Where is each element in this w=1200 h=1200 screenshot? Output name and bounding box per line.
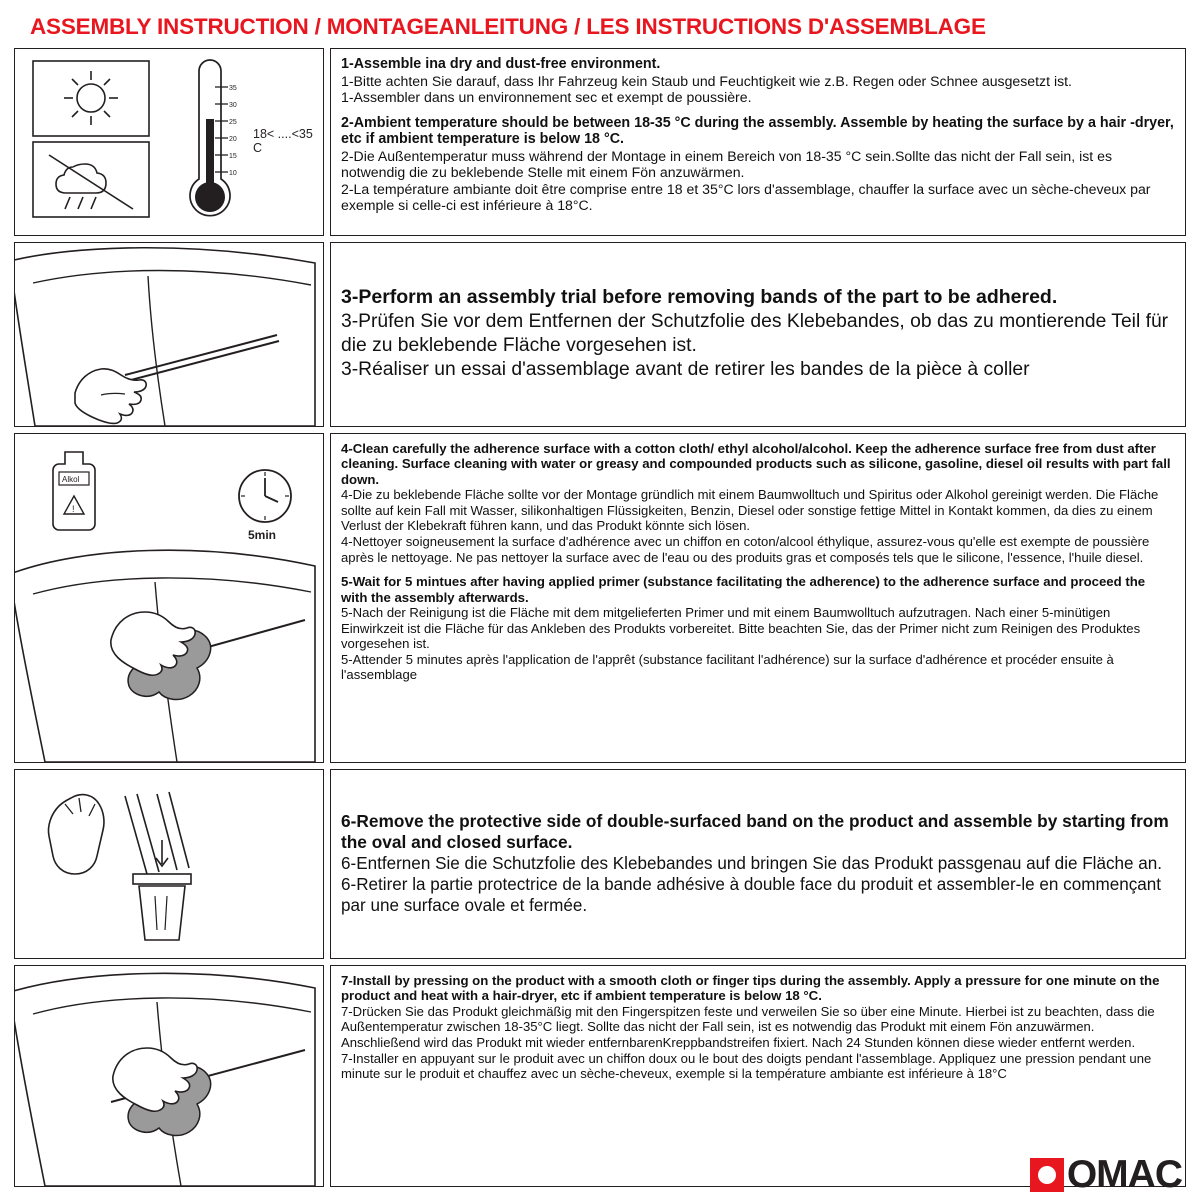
step7-illustration-svg [15, 966, 323, 1186]
svg-text:35: 35 [229, 85, 237, 92]
illustration-step1 [14, 48, 324, 236]
illustration-step3 [14, 242, 324, 427]
svg-text:20: 20 [229, 136, 237, 143]
table-row [14, 433, 1186, 763]
step5-en: 5-Wait for 5 mintues after having applied primer (substance facilitating the adherence) to the adherence surface and proceed the with the assembly afterwards. [341, 574, 1146, 605]
step1-fr: 1-Assembler dans un environnement sec et exempt de poussière. [341, 89, 752, 106]
step-text-1-2 [330, 48, 1186, 236]
step-text-6 [330, 769, 1186, 959]
step6-fr: 6-Retirer la partie protectrice de la bande adhésive à double face du produit et assembler-le en commençant par une surface ovale et fermée. [341, 875, 1162, 916]
step3-illustration-svg [15, 243, 323, 426]
step7-fr: 7-Installer en appuyant sur le produit avec un chiffon doux ou le bout des doigts pendant l'assemblage. Appliquez une pression pendant une minute sur le produit et chauffez avec un sèche-cheveux, exemple si la température ambiante est inférieure à 18°C [341, 1050, 1152, 1082]
temperature-range-label: 18< ....<35 C [253, 127, 313, 155]
svg-text:10: 10 [229, 170, 237, 177]
step1-en: 1-Assemble ina dry and dust-free environment. [341, 56, 661, 72]
table-row [14, 965, 1186, 1187]
step-text-7 [330, 965, 1186, 1187]
clock-label: 5min [248, 528, 277, 542]
svg-text:30: 30 [229, 102, 237, 109]
illustration-step6 [14, 769, 324, 959]
bottle-label: Alkol [62, 475, 80, 484]
step4-en: 4-Clean carefully the adherence surface with a cotton cloth/ ethyl alcohol/alcohol. Keep the adherence surface free from dust after cleaning. Surface cleaning with water or greasy and compounded products such as silicone, gasoline, diesel oil results with part fall down. [341, 441, 1171, 487]
step4-fr: 4-Nettoyer soigneusement la surface d'adhérence avec un chiffon en coton/alcool éthylique, assurez-vous qu'elle est exempte de poussière après le nettoyage. Ne pas nettoyer la surface avec de l'eau ou des produits gras et composés tels que le silicone, l'essence, l'huile diesel. [341, 534, 1150, 565]
step4-illustration-svg [15, 434, 323, 762]
step3-en: 3-Perform an assembly trial before removing bands of the part to be adhered. [341, 286, 1058, 309]
step1-de: 1-Bitte achten Sie darauf, dass Ihr Fahrzeug kein Staub und Feuchtigkeit wie z.B. Regen oder Schnee ausgesetzt ist. [341, 72, 1072, 89]
svg-text:15: 15 [229, 153, 237, 160]
step4-de: 4-Die zu beklebende Fläche sollte vor der Montage gründlich mit einem Baumwolltuch und Spiritus oder Alkohol gereinigt werden. Die Fläche sollte auf kein Fall mit Wasser, silikonhaltigen Flüssigkeiten, Benzin, Diesel oder sonstige fettige Mittel in Kontakt kommen, da dies zu einem Verlust der Klebekraft führen kann, und das Produkt könnte sich lösen. [341, 487, 1159, 534]
step6-en: 6-Remove the protective side of double-surfaced band on the product and assemble by starting from the oval and closed surface. [341, 811, 1169, 853]
step5-fr: 5-Attender 5 minutes après l'application de l'apprêt (substance facilitant l'adhérence) sur la surface d'adhérence et procéder ensuite à l'assemblage [341, 651, 1114, 683]
step6-de: 6-Entfernen Sie die Schutzfolie des Klebebandes und bringen Sie das Produkt passgenau auf die Fläche an. [341, 853, 1163, 873]
table-row [14, 48, 1186, 236]
step3-fr: 3-Réaliser un essai d'assemblage avant de retirer les bandes de la pièce à coller [341, 359, 1030, 381]
svg-text:25: 25 [229, 119, 237, 126]
step2-de: 2-Die Außentemperatur muss während der Montage in einem Bereich von 18-35 °C sein.Sollte das nicht der Fall sein, ist es notwendig die zu beklebende Stelle mit einem Fön anzuwärmen. [341, 147, 1112, 181]
table-row [14, 769, 1186, 959]
brand-name: OMAC [1066, 1153, 1182, 1196]
step-text-3 [330, 242, 1186, 427]
omac-mark-icon [1030, 1158, 1064, 1192]
illustration-step4 [14, 433, 324, 763]
step2-fr: 2-La température ambiante doit être comprise entre 18 et 35°C lors d'assemblage, chauffer la surface avec un sèche-cheveux par exemple si celle-ci est inférieure à 18°C. [341, 180, 1151, 214]
brand-logo [1030, 1153, 1182, 1196]
page-title: ASSEMBLY INSTRUCTION / MONTAGEANLEITUNG / LES INSTRUCTIONS D'ASSEMBLAGE [30, 14, 986, 39]
table-row [14, 242, 1186, 427]
step6-illustration-svg [15, 770, 323, 958]
step5-de: 5-Nach der Reinigung ist die Fläche mit dem mitgelieferten Primer und mit einem Baumwolltuch aufzutragen. Nach einer 5-minütigen Einwirkzeit ist die Fläche für das Ankleben des Produkts vorbereitet. Bitte beachten Sie, das der Primer nicht zum Reinigen des Produktes vorgesehen ist. [341, 605, 1141, 652]
steps-table [14, 48, 1186, 1187]
step3-de: 3-Prüfen Sie vor dem Entfernen der Schutzfolie des Klebebandes, ob das zu montierende Teil für die zu beklebende Fläche vorgesehen ist. [341, 311, 1169, 357]
step-text-4-5 [330, 433, 1186, 763]
svg-text:!: ! [72, 504, 75, 514]
step2-en: 2-Ambient temperature should be between 18-35 °C during the assembly. Assemble by heating the surface by a hair -dryer, etc if ambient temperature is below 18 °C. [341, 114, 1174, 148]
step7-de: 7-Drücken Sie das Produkt gleichmäßig mit den Fingerspitzen feste und verweilen Sie so über eine Minute. Hierbei ist zu beachten, dass die Außentemperatur zwischen 18-35°C liegt. Sollte das nicht der Fall sein, ist es notwendig das Produkt mit einem Fön anzuwärmen. Anschließend wird das Produkt mit wieder entfernbarenKreppbandstreifen fixiert. Nach 24 Stunden können diese wieder entfernt werden. [341, 1003, 1155, 1051]
step7-en: 7-Install by pressing on the product with a smooth cloth or finger tips during the assembly. Apply a pressure for one minute on the product and heat with a hair-dryer, etc if ambient temperature is below 18 °C. [341, 973, 1160, 1004]
illustration-step7 [14, 965, 324, 1187]
